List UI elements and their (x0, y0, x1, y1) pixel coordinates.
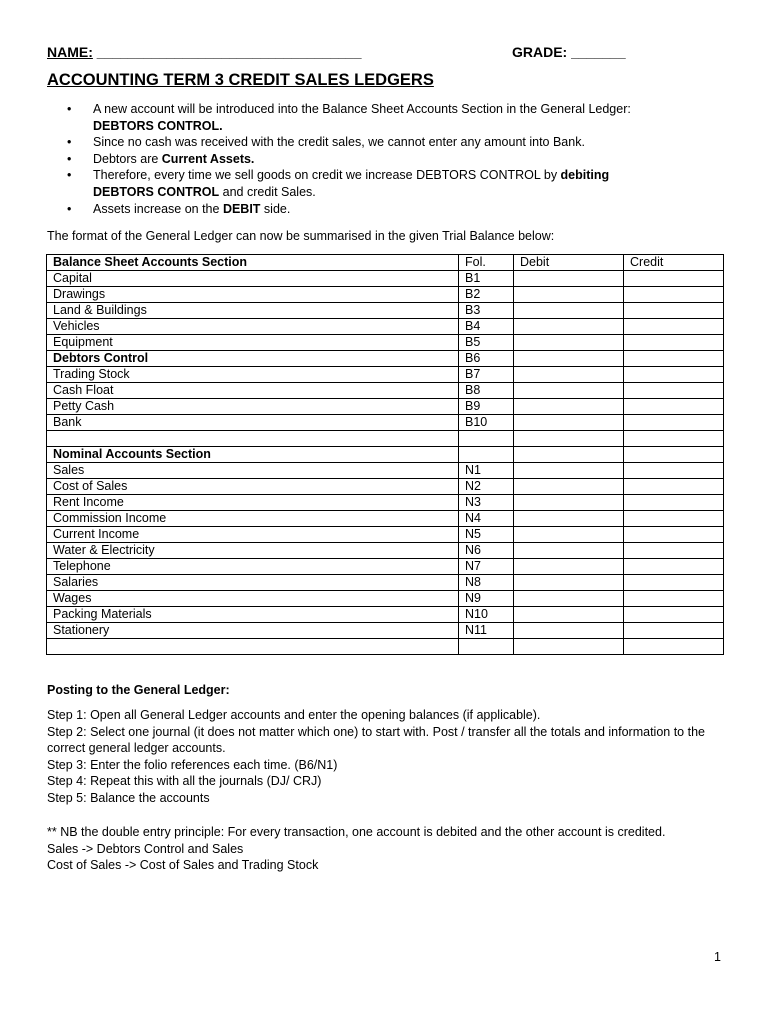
account-name-cell: Rent Income (47, 495, 459, 511)
bullet-text: Therefore, every time we sell goods on credit we increase DEBTORS CONTROL by (93, 168, 561, 183)
table-row (47, 511, 724, 527)
folio-cell: N8 (459, 575, 514, 591)
debit-cell (514, 271, 624, 287)
debit-cell (514, 559, 624, 575)
name-field (47, 44, 362, 60)
table-row (47, 335, 724, 351)
step-item: Step 5: Balance the accounts (47, 790, 210, 805)
bullet-text: A new account will be introduced into the Balance Sheet Accounts Section in the General Ledger: (93, 102, 631, 116)
table-row (47, 351, 724, 367)
note-principle: ** NB the double entry principle: For every transaction, one account is debited and the other account is credited. (47, 825, 666, 839)
column-header-credit: Credit (624, 255, 724, 271)
account-name-cell: Cost of Sales (47, 479, 459, 495)
account-name-cell: Commission Income (47, 511, 459, 527)
table-row (47, 383, 724, 399)
credit-cell (624, 303, 724, 319)
bullet-bold-text: Current Assets. (161, 151, 255, 166)
table-row (47, 463, 724, 479)
bullet-text: Assets increase on the (93, 201, 223, 216)
double-entry-note (47, 824, 727, 874)
account-name-cell: Sales (47, 463, 459, 479)
table-row-blank (47, 639, 724, 655)
debit-cell (514, 447, 624, 463)
folio-cell: N4 (459, 511, 514, 527)
account-name-cell: Capital (47, 271, 459, 287)
bullet-text: Since no cash was received with the credit sales, we cannot enter any amount into Bank. (93, 135, 585, 150)
grade-field: GRADE: _______ (512, 44, 626, 60)
folio-cell: B7 (459, 367, 514, 383)
account-name-cell: Water & Electricity (47, 543, 459, 559)
debit-cell (514, 463, 624, 479)
table-row (47, 559, 724, 575)
debit-cell (514, 479, 624, 495)
account-name-cell: Vehicles (47, 319, 459, 335)
account-name-cell: Trading Stock (47, 367, 459, 383)
table-row (47, 527, 724, 543)
debit-cell (514, 591, 624, 607)
bullet-item (47, 167, 727, 200)
bullet-text: Debtors are (93, 151, 162, 166)
debit-cell (514, 575, 624, 591)
account-name-cell: Bank (47, 415, 459, 431)
folio-cell (459, 639, 514, 655)
credit-cell (624, 559, 724, 575)
folio-cell: B8 (459, 383, 514, 399)
debit-cell (514, 511, 624, 527)
account-name-cell: Stationery (47, 623, 459, 639)
credit-cell (624, 575, 724, 591)
bullet-dot-icon: • (67, 168, 72, 183)
table-row (47, 399, 724, 415)
bullet-dot-icon: • (67, 151, 72, 166)
folio-cell: N1 (459, 463, 514, 479)
credit-cell (624, 447, 724, 463)
column-header-accounts: Balance Sheet Accounts Section (47, 255, 459, 271)
note-example: Cost of Sales -> Cost of Sales and Trading Stock (47, 858, 319, 873)
name-blank: __________________________________ (92, 44, 362, 60)
folio-cell: B4 (459, 319, 514, 335)
debit-cell (514, 543, 624, 559)
debit-cell (514, 303, 624, 319)
credit-cell (624, 399, 724, 415)
trial-balance-table (46, 254, 724, 655)
credit-cell (624, 463, 724, 479)
credit-cell (624, 607, 724, 623)
credit-cell (624, 623, 724, 639)
account-name-cell: Current Income (47, 527, 459, 543)
credit-cell (624, 543, 724, 559)
folio-cell: N11 (459, 623, 514, 639)
debit-cell (514, 415, 624, 431)
account-name-cell: Equipment (47, 335, 459, 351)
table-section-row (47, 447, 724, 463)
credit-cell (624, 335, 724, 351)
credit-cell (624, 527, 724, 543)
debit-cell (514, 335, 624, 351)
table-row (47, 271, 724, 287)
bullet-bold-text: debiting (560, 168, 610, 183)
debit-cell (514, 319, 624, 335)
credit-cell (624, 383, 724, 399)
bullet-dot-icon: • (67, 135, 72, 150)
column-header-folio: Fol. (459, 255, 514, 271)
account-name-cell: Telephone (47, 559, 459, 575)
credit-cell (624, 591, 724, 607)
table-row (47, 303, 724, 319)
folio-cell: B6 (459, 351, 514, 367)
note-example: Sales -> Debtors Control and Sales (47, 841, 244, 856)
bullet-item (47, 101, 727, 134)
bullet-list (47, 101, 727, 217)
bullet-bold-text: DEBIT (222, 201, 261, 216)
table-row (47, 495, 724, 511)
account-name-cell: Debtors Control (47, 351, 459, 367)
folio-cell: B2 (459, 287, 514, 303)
bullet-item (47, 134, 727, 151)
column-header-debit: Debit (514, 255, 624, 271)
debit-cell (514, 495, 624, 511)
step-item: Step 2: Select one journal (it does not matter which one) to start with. Post / transfer all the totals and information to the correct general ledger accounts. (47, 724, 705, 756)
account-name-cell (47, 431, 459, 447)
debit-cell (514, 607, 624, 623)
debit-cell (514, 431, 624, 447)
debit-cell (514, 351, 624, 367)
bullet-bold-text: DEBTORS CONTROL (93, 184, 220, 199)
folio-cell (459, 431, 514, 447)
bullet-bold-text: DEBTORS CONTROL. (93, 118, 223, 133)
table-row (47, 319, 724, 335)
account-name-cell: Wages (47, 591, 459, 607)
credit-cell (624, 511, 724, 527)
account-name-cell: Petty Cash (47, 399, 459, 415)
posting-steps (47, 707, 727, 807)
table-row (47, 479, 724, 495)
debit-cell (514, 623, 624, 639)
account-name-cell: Salaries (47, 575, 459, 591)
bullet-dot-icon: • (67, 102, 72, 116)
folio-cell: B3 (459, 303, 514, 319)
folio-cell: N7 (459, 559, 514, 575)
account-name-cell: Land & Buildings (47, 303, 459, 319)
debit-cell (514, 383, 624, 399)
credit-cell (624, 367, 724, 383)
account-name-cell: Drawings (47, 287, 459, 303)
bullet-dot-icon: • (67, 201, 72, 216)
debit-cell (514, 639, 624, 655)
credit-cell (624, 319, 724, 335)
credit-cell (624, 271, 724, 287)
bullet-item (47, 201, 727, 218)
debit-cell (514, 367, 624, 383)
account-name-cell (47, 639, 459, 655)
table-row (47, 367, 724, 383)
step-item: Step 1: Open all General Ledger accounts and enter the opening balances (if applicable). (47, 708, 541, 722)
folio-cell: N10 (459, 607, 514, 623)
folio-cell: N5 (459, 527, 514, 543)
folio-cell: N9 (459, 591, 514, 607)
table-header-row (47, 255, 724, 271)
account-name-cell: Packing Materials (47, 607, 459, 623)
folio-cell: B9 (459, 399, 514, 415)
credit-cell (624, 479, 724, 495)
bullet-item (47, 151, 727, 168)
step-item: Step 3: Enter the folio references each time. (B6/N1) (47, 757, 338, 772)
table-row (47, 623, 724, 639)
table-row (47, 287, 724, 303)
account-name-cell: Nominal Accounts Section (47, 447, 459, 463)
folio-cell: B5 (459, 335, 514, 351)
table-row (47, 607, 724, 623)
folio-cell: B10 (459, 415, 514, 431)
table-row (47, 575, 724, 591)
credit-cell (624, 495, 724, 511)
page-title: ACCOUNTING TERM 3 CREDIT SALES LEDGERS (47, 71, 434, 89)
account-name-cell: Cash Float (47, 383, 459, 399)
bullet-text: and credit Sales. (219, 184, 316, 199)
step-item: Step 4: Repeat this with all the journals (DJ/ CRJ) (47, 774, 322, 789)
table-row-blank (47, 431, 724, 447)
posting-title: Posting to the General Ledger: (47, 683, 230, 697)
folio-cell: B1 (459, 271, 514, 287)
credit-cell (624, 431, 724, 447)
page-number: 1 (714, 950, 721, 964)
table-row (47, 591, 724, 607)
credit-cell (624, 287, 724, 303)
bullet-text: side. (260, 201, 291, 216)
folio-cell: N2 (459, 479, 514, 495)
folio-cell: N6 (459, 543, 514, 559)
name-label: NAME: (47, 44, 93, 60)
credit-cell (624, 639, 724, 655)
table-row (47, 415, 724, 431)
folio-cell: N3 (459, 495, 514, 511)
credit-cell (624, 415, 724, 431)
intro-text: The format of the General Ledger can now be summarised in the given Trial Balance below: (47, 229, 555, 243)
debit-cell (514, 399, 624, 415)
debit-cell (514, 287, 624, 303)
table-row (47, 543, 724, 559)
credit-cell (624, 351, 724, 367)
debit-cell (514, 527, 624, 543)
folio-cell (459, 447, 514, 463)
